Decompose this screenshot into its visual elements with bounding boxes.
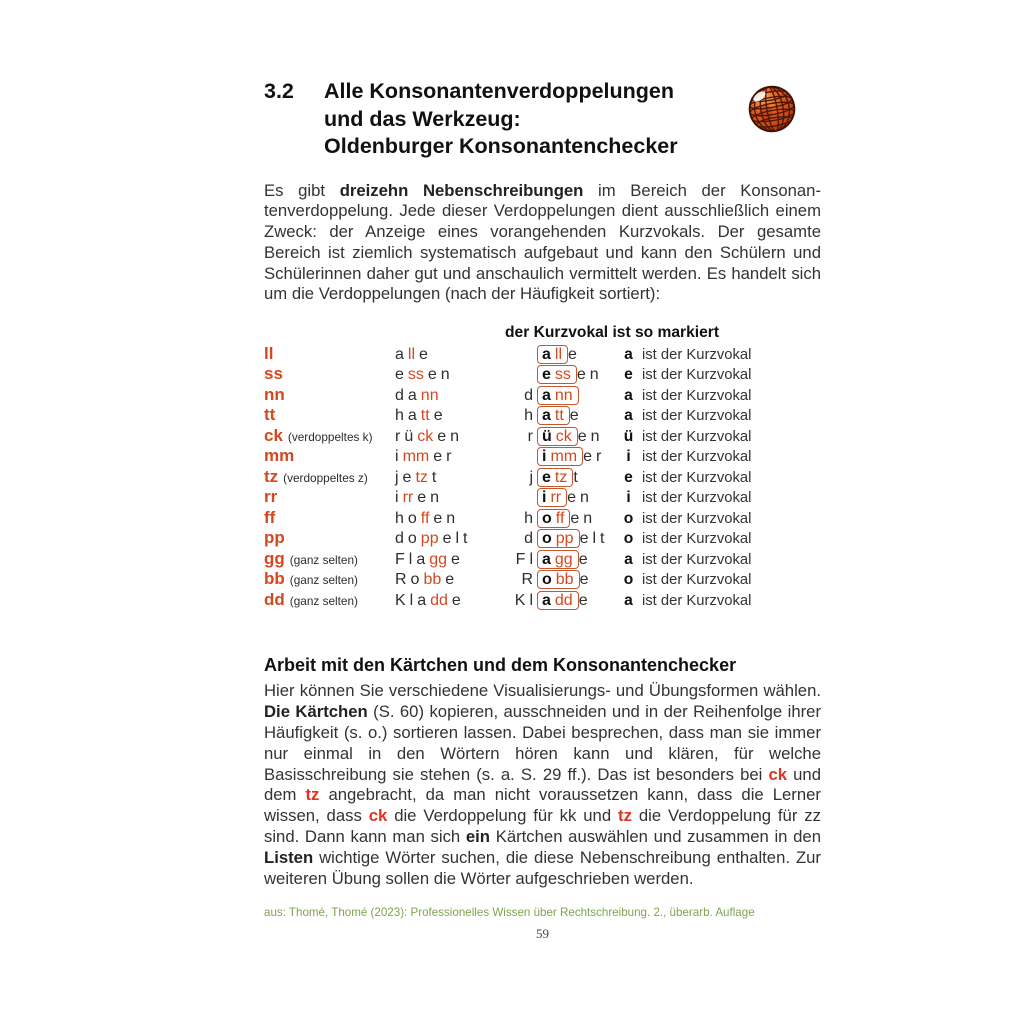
table-header: der Kurzvokal ist so markiert [505,323,720,341]
doubling-table-rows [264,344,821,611]
text-run: angebracht, da man nicht voraussetzen kann, dass die Lerner wissen, dass [264,785,821,826]
section-title-line-1: Alle Konsonantenverdoppelungen [324,79,674,103]
kurzvokal-box: opp [537,529,580,548]
doubling-letters: gg [264,548,285,568]
marked-word: Fl agg e [515,550,592,568]
section-number: 3.2 [264,79,294,103]
emphasized-text: Listen [264,847,314,867]
section-title-line-3: Oldenburger Konsonantenchecker [324,134,678,158]
doubling-letters: nn [264,384,285,404]
kurzvokal-box: off [537,509,570,528]
kurzvokal-caption: i ist der Kurzvokal [626,448,752,466]
example-word: rück en [395,427,464,445]
kurzvokal-caption: ü ist der Kurzvokal [623,427,752,445]
emphasized-text: dreizehn Nebenschreibungen [339,180,584,200]
kurzvokal-box: ück [537,427,578,446]
text-run: Es gibt [264,180,340,200]
doubling-letters: bb [264,569,285,589]
table-row [264,385,821,406]
example-word: Kladd e [395,591,465,609]
doubling-letters: tz [264,466,279,486]
example-word: ess en [395,366,454,384]
kurzvokal-box: att [537,406,570,425]
doubling-letters: ll [264,343,274,363]
doubling-letters: ck [264,425,283,445]
text-run: im Bereich der Konsonantenverdoppelung. Jede dieser Verdoppelungen dient ausschließlich einem Zweck: der Anzeige eines vorangehenden Kurzvokals. Der gesamte Bereich ist ziemlich systematisch aufgebaut und kann den Schülern und Schülerinnen daher gut und anschaulich vermittelt werden. Es handelt sich um die Verdoppelungen (nach der Häufigkeit sortiert): [264,180,822,304]
work-paragraph [264,681,821,889]
kurzvokal-caption: e ist der Kurzvokal [624,366,752,384]
page-number: 59 [536,926,549,942]
kurzvokal-caption: a ist der Kurzvokal [624,550,752,568]
marked-word: r ück en [527,427,604,445]
kurzvokal-caption: o ist der Kurzvokal [623,509,752,527]
marked-word: ess en [511,365,620,386]
doubling-letters: dd [264,589,285,609]
table-row [264,508,821,529]
kurzvokal-box: ess [537,365,577,384]
table-row [264,467,821,488]
example-word: jetz t [395,468,441,486]
kurzvokal-box: add [537,591,579,610]
text-run: Kärtchen auswählen und zusammen in den [490,827,821,847]
kurzvokal-caption: a ist der Kurzvokal [624,386,752,404]
doubling-letters: pp [264,528,285,548]
example-word: hoff en [395,509,460,527]
marked-word: h off en [524,509,597,527]
marked-word: d opp elt [524,530,609,548]
section-heading: Arbeit mit den Kärtchen und dem Konsonantenchecker [264,655,737,676]
doubling-note: (ganz selten) [289,573,358,588]
example-word: Flagg e [395,550,464,568]
emphasized-text: ck [368,806,388,826]
table-row [264,590,821,611]
marked-word: imm er [511,447,620,468]
doubling-note: (ganz selten) [289,593,358,608]
emphasized-text: tz [618,806,632,826]
text-run: und dem [264,764,821,805]
doubling-letters: rr [264,487,278,507]
doubling-note: (verdoppeltes z) [283,470,368,485]
kurzvokal-box: imm [537,447,583,466]
text-run: die Verdoppelung für kk und [387,806,619,826]
table-row [264,426,821,447]
marked-word: irr en [511,488,620,509]
page-content [264,78,821,942]
example-word: Robb e [395,571,459,589]
source-citation: aus: Thomé, Thomé (2023): Professionelles Wissen über Rechtschreibung. 2., überarb. Auflage [264,906,755,920]
table-row [264,528,821,549]
example-word: irr en [395,489,444,507]
kurzvokal-caption: a ist der Kurzvokal [624,407,752,425]
doubling-letters: mm [264,446,295,466]
section-title-line-2: und das Werkzeug: [324,106,521,131]
table-row [264,364,821,385]
doubling-letters: ss [264,364,283,384]
text-run: Hier können Sie verschiedene Visualisierungs- und Übungsformen wählen. [264,681,821,701]
kurzvokal-box: ann [537,386,579,405]
example-word: dopp elt [395,530,472,548]
marked-word: all e [511,345,620,366]
globe-icon [744,82,800,136]
emphasized-text: ein [465,827,491,847]
kurzvokal-caption: a ist der Kurzvokal [624,345,752,363]
example-word: all e [395,345,432,363]
doubling-note: (ganz selten) [289,552,358,567]
example-word: dann [395,386,439,404]
kurzvokal-caption: a ist der Kurzvokal [624,591,752,609]
table-row [264,405,821,426]
kurzvokal-box: obb [537,570,580,589]
marked-word: R obb e [521,571,593,589]
kurzvokal-box: all [537,345,568,364]
marked-word: d ann [511,386,620,407]
doubling-table [264,322,821,611]
example-word: hatt e [395,407,447,425]
doubling-letters: tt [264,405,276,425]
chapter-heading [264,78,821,161]
table-row [264,344,821,365]
marked-word: Kl add e [514,591,592,609]
kurzvokal-box: etz [537,468,573,487]
example-word: imm er [395,448,456,466]
text-run: (S. 60) kopieren, ausschneiden und in der Reihenfolge ihrer Häufigkeit (s. o.) sortieren lassen. Dabei besprechen, dass man sie immer nur einmal in den Wörtern hören kann und klären, für welche Basisschreibung sie stehen (s. a. S. 29 ff.). Das ist besonders bei [264,702,821,784]
doubling-note: (verdoppeltes k) [287,429,373,444]
kurzvokal-caption: o ist der Kurzvokal [623,530,752,548]
kurzvokal-caption: i ist der Kurzvokal [626,489,752,507]
emphasized-text: tz [305,785,320,805]
emphasized-text: Die Kärtchen [264,702,368,722]
table-row [264,487,821,508]
text-run: die Verdoppelung für zz sind. Dann kann man sich [264,806,821,847]
kurzvokal-box: irr [537,488,567,507]
kurzvokal-caption: o ist der Kurzvokal [623,571,752,589]
kurzvokal-box: agg [537,550,579,569]
marked-word: h att e [524,407,583,425]
table-row [264,549,821,570]
emphasized-text: ck [768,764,788,784]
section-title [324,78,678,161]
table-row [264,446,821,467]
marked-word: j etz t [529,468,582,486]
intro-paragraph [264,181,821,306]
text-run: wichtige Wörter suchen, die diese Nebenschreibung enthalten. Zur weiteren Übung sollen die Wörter aufgeschrieben werden. [264,847,821,888]
doubling-letters: ff [264,507,276,527]
kurzvokal-caption: e ist der Kurzvokal [624,468,752,486]
table-row [264,569,821,590]
